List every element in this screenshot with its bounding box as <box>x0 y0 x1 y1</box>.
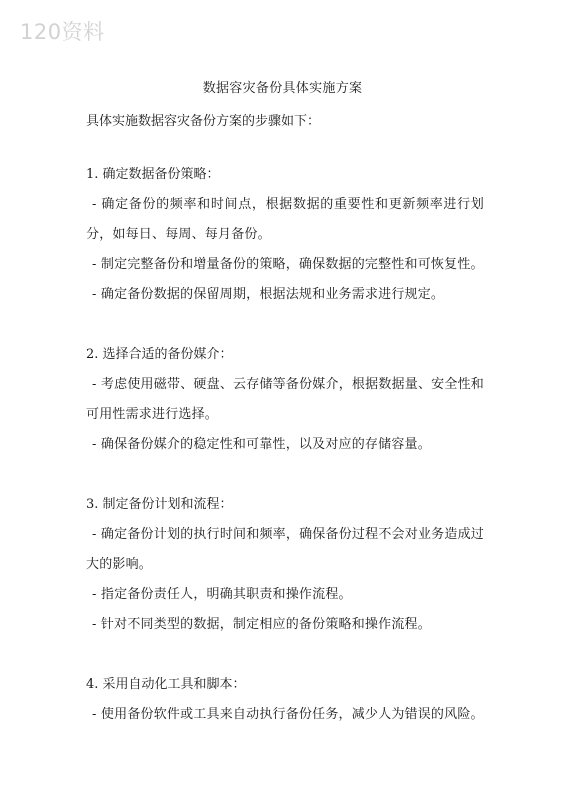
bullet-item: - 针对不同类型的数据，制定相应的备份策略和操作流程。 <box>92 617 431 632</box>
intro-paragraph: 具体实施数据容灾备份方案的步骤如下： <box>86 114 321 129</box>
section-2 <box>86 342 484 460</box>
bullet-item: - 制定完整备份和增量备份的策略，确保数据的完整性和可恢复性。 <box>92 257 484 272</box>
bullet-item: - 指定备份责任人，明确其职责和操作流程。 <box>92 587 352 602</box>
page-title: 数据容灾备份具体实施方案 <box>202 81 363 96</box>
document-body <box>86 162 484 742</box>
section-1 <box>86 162 484 310</box>
section-3 <box>86 492 484 640</box>
bullet-item: - 确定备份数据的保留周期，根据法规和业务需求进行规定。 <box>92 287 445 302</box>
bullet-item: - 考虑使用磁带、硬盘、云存储等备份媒介，根据数据量、安全性和可用性需求进行选择。 <box>86 377 484 422</box>
section-heading: 3. 制定备份计划和流程： <box>86 497 233 512</box>
bullet-item: - 确定备份计划的执行时间和频率，确保备份过程不会对业务造成过大的影响。 <box>86 527 484 572</box>
section-4 <box>86 672 484 730</box>
watermark-logo: 120资料 <box>20 20 105 44</box>
section-heading: 1. 确定数据备份策略： <box>86 167 220 182</box>
bullet-item: - 确保备份媒介的稳定性和可靠性，以及对应的存储容量。 <box>92 437 431 452</box>
bullet-item: - 确定备份的频率和时间点，根据数据的重要性和更新频率进行划分，如每日、每周、每月备份。 <box>86 197 484 242</box>
section-heading: 2. 选择合适的备份媒介： <box>86 347 233 362</box>
bullet-item: - 使用备份软件或工具来自动执行备份任务，减少人为错误的风险。 <box>92 707 484 722</box>
section-heading: 4. 采用自动化工具和脚本： <box>86 677 246 692</box>
